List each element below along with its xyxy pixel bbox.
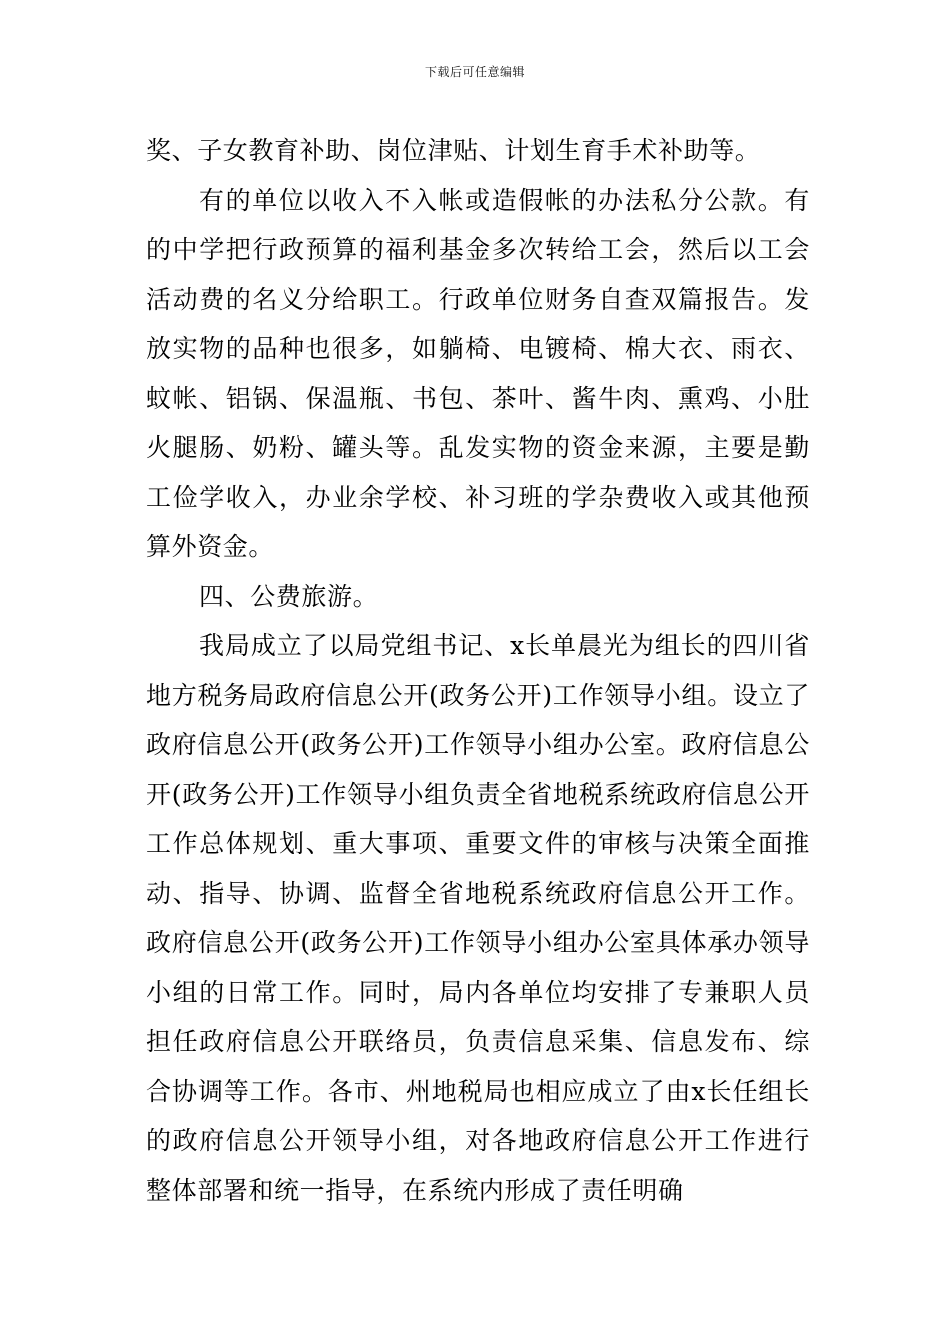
paragraph-information-disclosure: 我局成立了以局党组书记、x长单晨光为组长的四川省地方税务局政府信息公开(政务公开)工作领导小组。设立了政府信息公开(政务公开)工作领导小组办公室。政府信息公开(政务公开)工作领导小组负责全省地税系统政府信息公开工作总体规划、重大事项、重要文件的审核与决策全面推动、指导、协调、监督全省地税系统政府信息公开工作。政府信息公开(政务公开)工作领导小组办公室具体承办领导小组的日常工作。同时，局内各单位均安排了专兼职人员担任政府信息公开联络员，负责信息采集、信息发布、综合协调等工作。各市、州地税局也相应成立了由x长任组长的政府信息公开领导小组，对各地政府信息公开工作进行整体部署和统一指导，在系统内形成了责任明确 [146, 631, 810, 1205]
paragraph-private-funds: 有的单位以收入不入帐或造假帐的办法私分公款。有的中学把行政预算的福利基金多次转给工会，然后以工会活动费的名义分给职工。行政单位财务自查双篇报告。发放实物的品种也很多，如躺椅、电镀椅、棉大衣、雨衣、蚊帐、铝锅、保温瓶、书包、茶叶、酱牛肉、熏鸡、小肚火腿肠、奶粉、罐头等。乱发实物的资金来源，主要是勤工俭学收入，办业余学校、补习班的学杂费收入或其他预算外资金。 [146, 185, 810, 561]
page-header-note: 下载后可任意编辑 [424, 65, 525, 79]
section-heading-public-travel: 四、公费旅游。 [199, 581, 379, 611]
paragraph-continuation: 奖、子女教育补助、岗位津贴、计划生育手术补助等。 [146, 136, 761, 165]
document-body [146, 126, 810, 1215]
